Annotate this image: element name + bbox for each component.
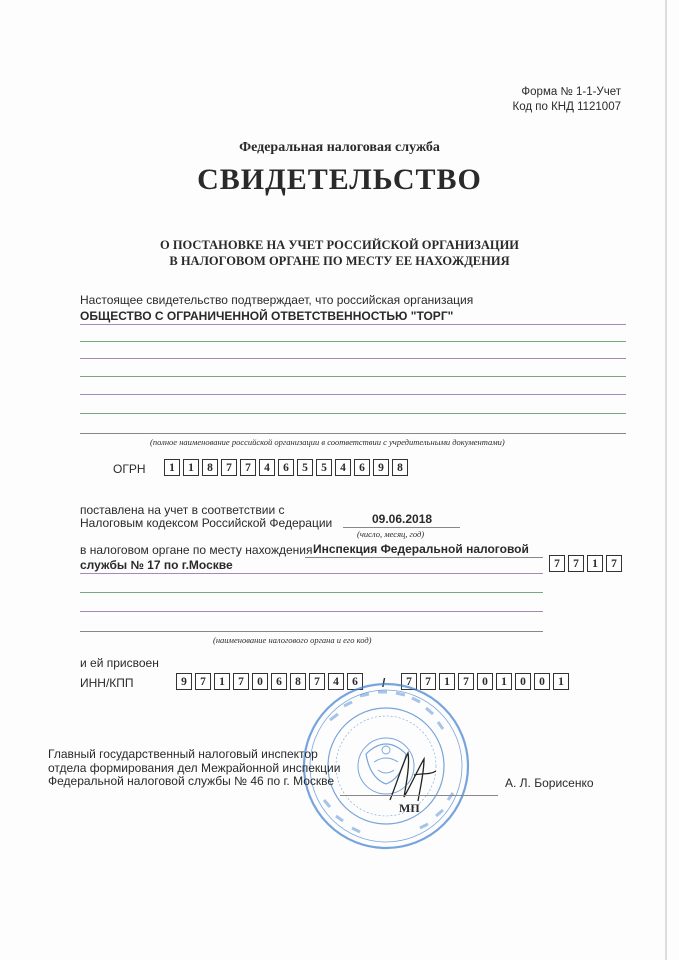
signature-line [340, 795, 498, 796]
inn-digit: 7 [195, 673, 211, 690]
tax-authority-note: (наименование налогового органа и его код) [213, 635, 372, 645]
ogrn-digit: 6 [354, 459, 370, 476]
authority-code-digit: 7 [606, 555, 622, 572]
org-name-line [80, 324, 626, 325]
authority-line [80, 631, 543, 632]
inspector-line-1: Главный государственный налоговый инспектор [48, 747, 318, 761]
knd-code: Код по КНД 1121007 [512, 101, 621, 113]
kpp-digit: 0 [477, 673, 493, 690]
document-title: СВИДЕТЕЛЬСТВО [197, 163, 482, 196]
authority-line [80, 573, 543, 574]
inspector-line-2: отдела формирования дел Межрайонной инспекции [48, 760, 341, 775]
inn-digit: 6 [347, 673, 363, 690]
document-subtitle [0, 237, 679, 269]
authority-code-digit: 1 [587, 555, 603, 572]
ogrn-digit: 1 [164, 459, 180, 476]
kpp-digit: 7 [401, 673, 417, 690]
organization-name: ОБЩЕСТВО С ОГРАНИЧЕННОЙ ОТВЕТСТВЕННОСТЬЮ "ТОРГ" [80, 309, 454, 323]
inn-kpp-separator: / [382, 676, 386, 690]
seal-mark: МП [399, 801, 420, 815]
ogrn-label: ОГРН [113, 462, 146, 476]
authority-line [80, 592, 543, 593]
signature-icon [380, 745, 440, 805]
registered-line-2: Налоговым кодексом Российской Федерации [80, 516, 333, 530]
date-note: (число, месяц, год) [357, 529, 425, 539]
org-name-line [80, 376, 626, 377]
inn-digit: 1 [214, 673, 230, 690]
inspector-name: А. Л. Борисенко [505, 776, 594, 790]
kpp-digit: 1 [553, 673, 569, 690]
service-name: Федеральная налоговая служба [239, 140, 440, 155]
form-number: Форма № 1-1-Учет [521, 86, 621, 98]
ogrn-digit: 9 [373, 459, 389, 476]
confirm-text: Настоящее свидетельство подтверждает, что российская организация [80, 293, 474, 307]
kpp-digit: 1 [439, 673, 455, 690]
org-name-line [80, 341, 626, 342]
ogrn-digit: 8 [392, 459, 408, 476]
authority-code-digit: 7 [568, 555, 584, 572]
inn-digit: 9 [176, 673, 192, 690]
scan-edge [665, 0, 667, 960]
registration-date: 09.06.2018 [372, 512, 433, 526]
ogrn-digit: 1 [183, 459, 199, 476]
inn-digit: 4 [328, 673, 344, 690]
inn-digit: 7 [233, 673, 249, 690]
ogrn-digit: 5 [316, 459, 332, 476]
ogrn-digit: 4 [335, 459, 351, 476]
org-name-line [80, 358, 626, 359]
authority-line [305, 557, 543, 558]
org-name-line [80, 413, 626, 414]
tax-authority-name-2: службы № 17 по г.Москве [80, 558, 233, 572]
kpp-digit: 0 [534, 673, 550, 690]
date-line [343, 527, 460, 528]
org-name-note: (полное наименование российской организации в соответствии с учредительными документами) [150, 437, 505, 447]
registered-line-1: поставлена на учет в соответствии с [80, 503, 285, 517]
kpp-digit: 0 [515, 673, 531, 690]
inspector-title [48, 748, 340, 789]
ogrn-digit: 5 [297, 459, 313, 476]
subtitle-line-2: В НАЛОГОВОМ ОРГАНЕ ПО МЕСТУ ЕЕ НАХОЖДЕНИЯ [169, 254, 510, 268]
ogrn-digit: 4 [259, 459, 275, 476]
inn-kpp-label: ИНН/КПП [80, 676, 134, 690]
tax-authority-name-1: Инспекция Федеральной налоговой [313, 542, 529, 556]
inn-digit: 8 [290, 673, 306, 690]
form-identifier [513, 85, 621, 115]
org-name-line [80, 433, 626, 434]
tax-authority-label: в налоговом органе по месту нахождения [80, 543, 313, 557]
ogrn-digit: 6 [278, 459, 294, 476]
inn-digit: 6 [271, 673, 287, 690]
kpp-digit: 7 [420, 673, 436, 690]
ogrn-digit: 8 [202, 459, 218, 476]
inn-digit: 0 [252, 673, 268, 690]
ogrn-digit: 7 [221, 459, 237, 476]
subtitle-line-1: О ПОСТАНОВКЕ НА УЧЕТ РОССИЙСКОЙ ОРГАНИЗАЦИИ [159, 238, 520, 252]
kpp-digit: 7 [458, 673, 474, 690]
inspector-line-3: Федеральной налоговой службы № 46 по г. Москве [48, 774, 335, 788]
authority-line [80, 611, 543, 612]
ogrn-digit: 7 [240, 459, 256, 476]
inn-digit: 7 [309, 673, 325, 690]
kpp-digit: 1 [496, 673, 512, 690]
org-name-line [80, 394, 626, 395]
assigned-text: и ей присвоен [80, 656, 159, 670]
authority-code-digit: 7 [549, 555, 565, 572]
tax-authority-code [549, 555, 625, 572]
ogrn-boxes [164, 459, 411, 476]
